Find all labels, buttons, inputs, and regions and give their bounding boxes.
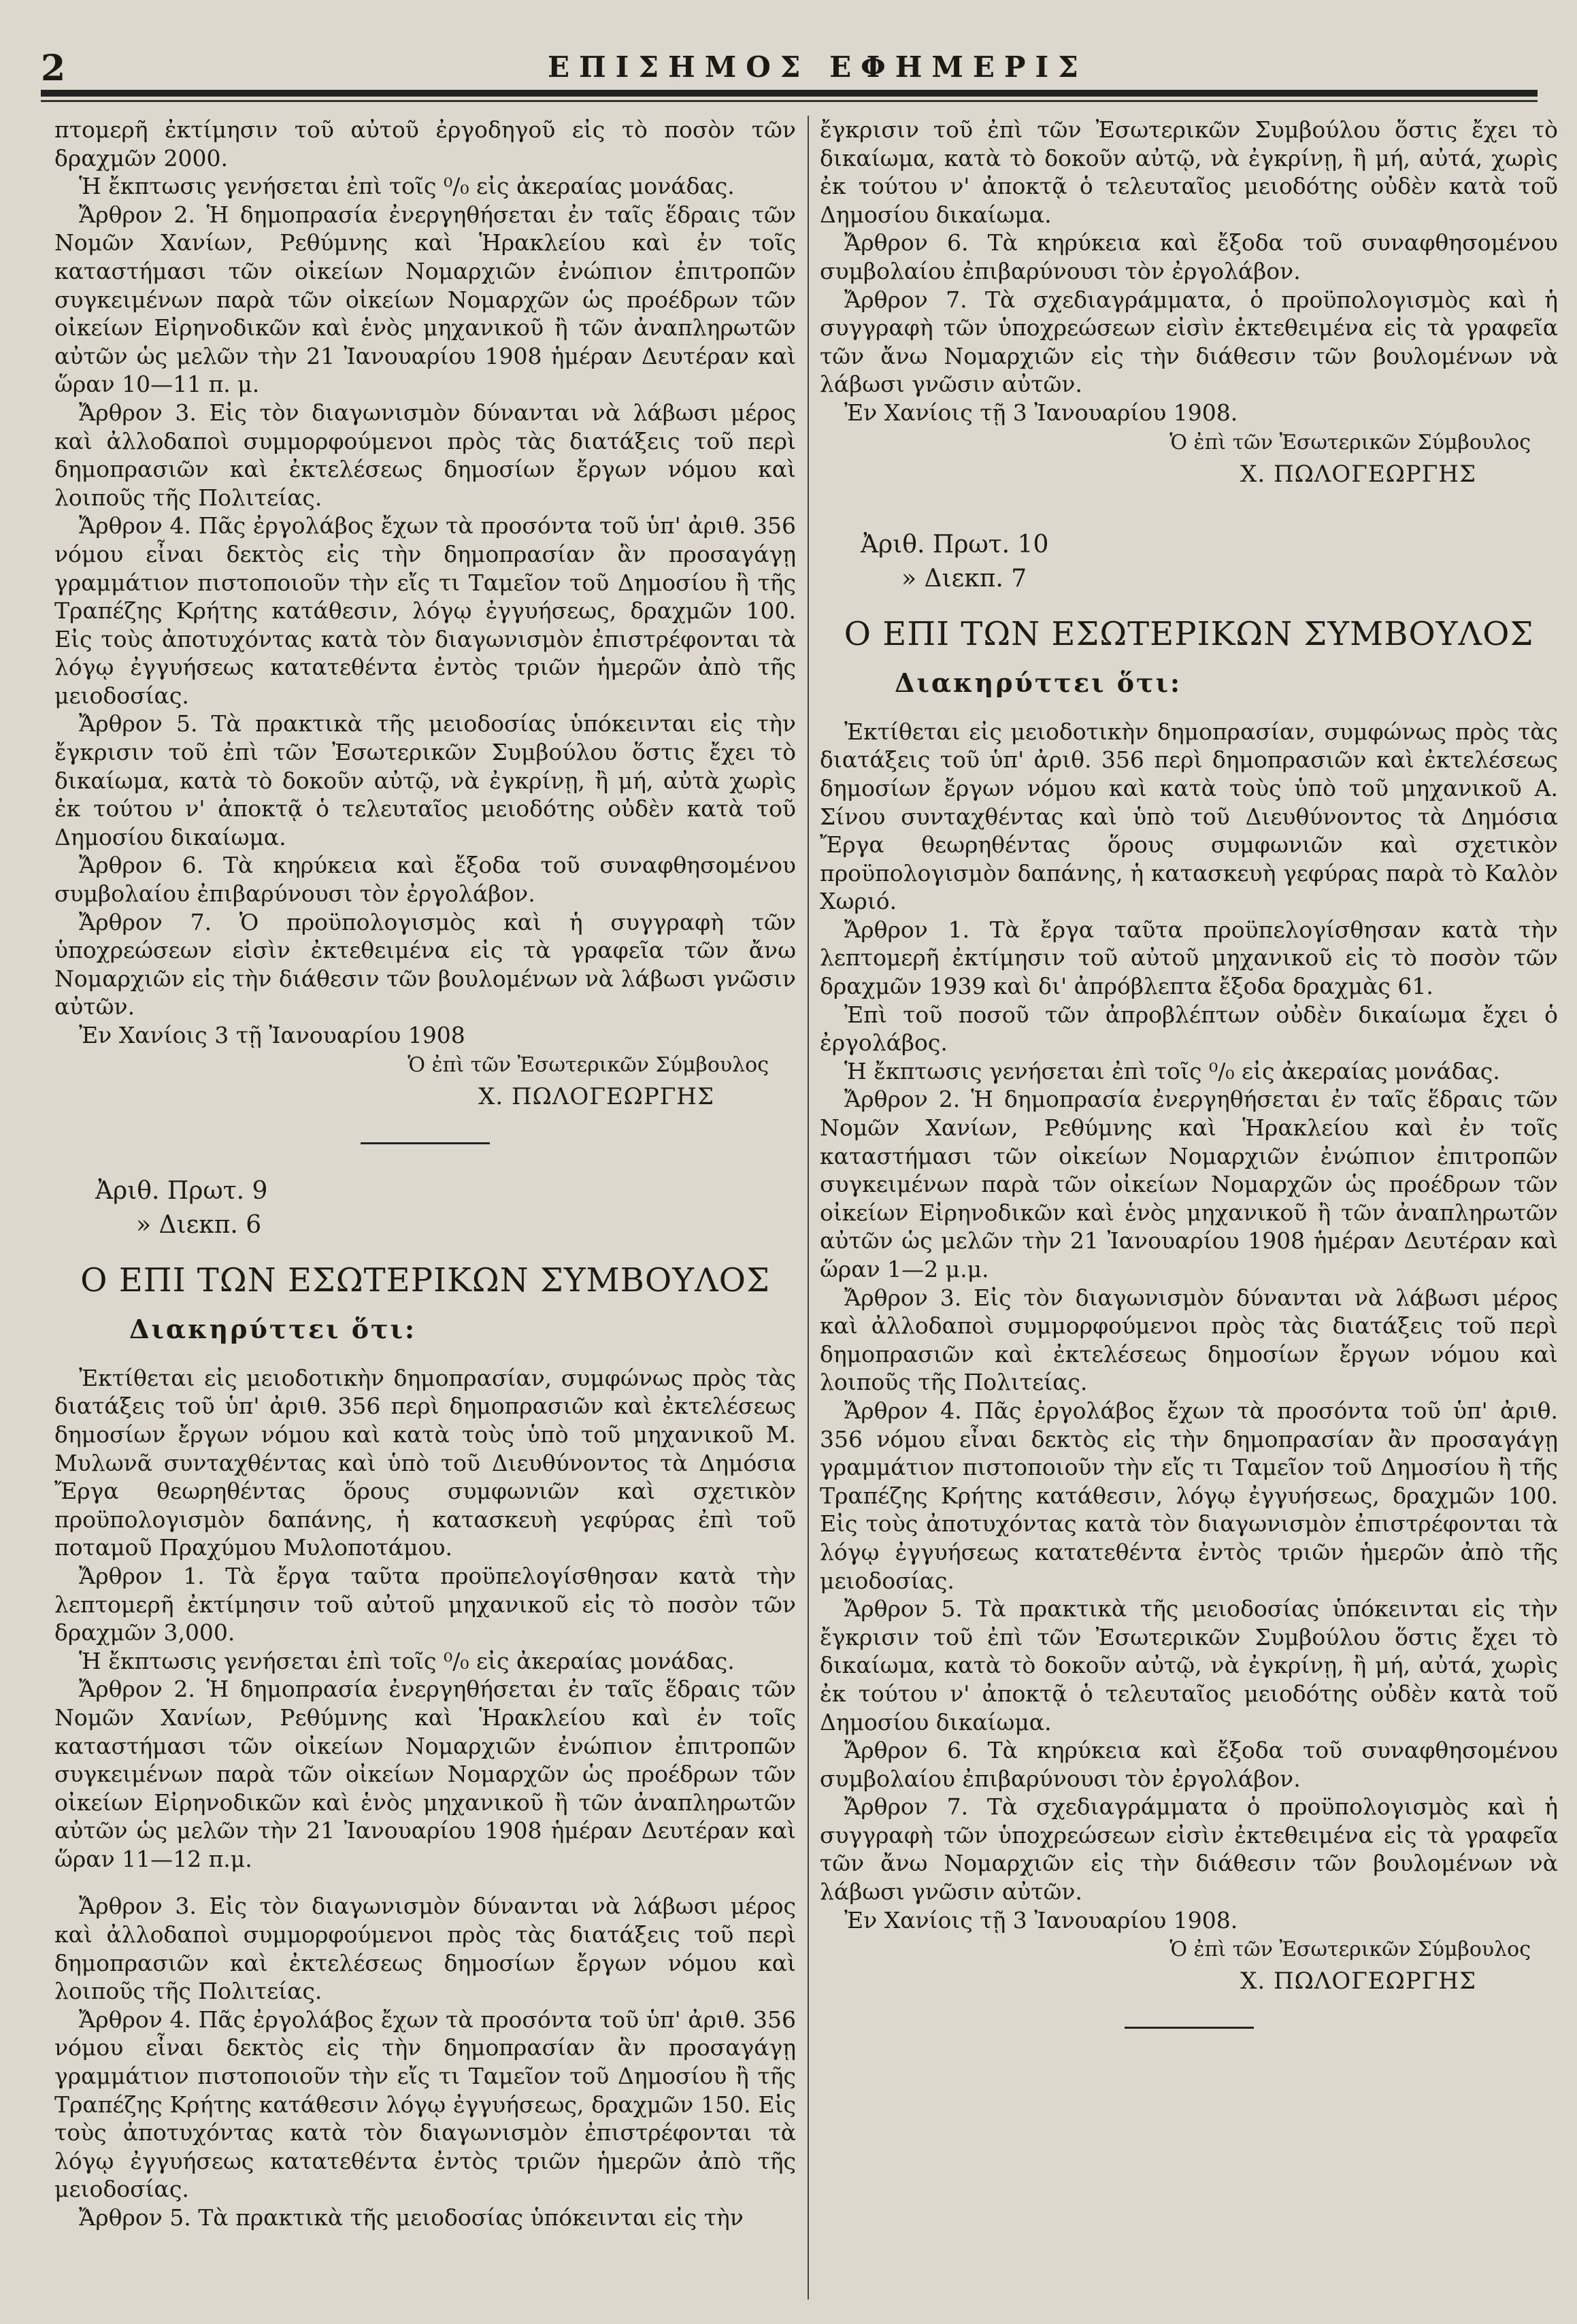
article-3: Ἄρθρον 3. Εἰς τὸν διαγωνισμὸν δύνανται νὰ λάβωσι μέρος καὶ ἀλλοδαποὶ συμμορφούμενοι πρὸς τὰς διατάξεις τοῦ περὶ δημοπρασιῶν καὶ ἐκτελέσεως δημοσίων ἔργων νόμου καὶ λοιποῦς τῆς Πολιτείας.: [54, 399, 796, 511]
section-divider: [1125, 2027, 1254, 2029]
signatory-name: Χ. ΠΩΛΟΓΕΩΡΓΗΣ: [1240, 1968, 1476, 1995]
article-2: Ἄρθρον 2. Ἡ δημοπρασία ἐνεργηθήσεται ἐν ταῖς ἕδραις τῶν Νομῶν Χανίων, Ρεθύμνης καὶ Ἡρακλείου καὶ ἐν τοῖς καταστήμασι τῶν οἰκείων Νομαρχιῶν ἐνώπιον ἐπιτροπῶν συγκειμένων παρὰ τῶν οἰκείων Νομαρχῶν ὡς προέδρων τῶν οἰκείων Εἰρηνοδικῶν καὶ ἑνὸς μηχανικοῦ ἢ τῶν ἀναπληρωτῶν αὐτῶν ὡς μελῶν τὴν 21 Ἰανουαρίου 1908 ἡμέραν Δευτέραν καὶ ὥραν 1—2 μ.μ.: [820, 1086, 1558, 1282]
signatory-title: Ὁ ἐπὶ τῶν Ἐσωτερικῶν Σύμβουλος: [1169, 430, 1531, 454]
date-line: Ἐν Χανίοις τῇ 3 Ἰανουαρίου 1908.: [844, 399, 1238, 426]
date-line: Ἐν Χανίοις τῇ 3 Ἰανουαρίου 1908.: [844, 1906, 1238, 1933]
notice-intro: Ἐκτίθεται εἰς μειοδοτικὴν δημοπρασίαν, συμφώνως πρὸς τὰς διατάξεις τοῦ ὑπ' ἀριθ. 356 περὶ δημοπρασιῶν καὶ ἐκτελέσεως δημοσίων ἔργων νόμου καὶ κατὰ τοὺς ὑπὸ τοῦ μηχανικοῦ Α. Σίνου συνταχθέντας καὶ ὑπὸ τοῦ Διευθύνοντος τὰ Δημόσια Ἔργα θεωρηθέντας ὅρους συμφωνιῶν καὶ σχετικὸν προϋπολογισμὸν δαπάνης, ἡ κατασκευὴ γεφύρας παρὰ τὸ Καλὸν Χωριό.: [820, 718, 1558, 915]
article-2: Ἄρθρον 2. Ἡ δημοπρασία ἐνεργηθήσεται ἐν ταῖς ἕδραις τῶν Νομῶν Χανίων, Ρεθύμνης καὶ Ἡρακλείου καὶ ἐν τοῖς καταστήμασι τῶν οἰκείων Νομαρχιῶν ἐνώπιον ἐπιτροπῶν συγκειμένων παρὰ τῶν οἰκείων Νομαρχῶν ὡς προέδρων τῶν οἰκείων Εἰρηνοδικῶν καὶ ἑνὸς μηχανικοῦ ἢ τῶν ἀναπληρωτῶν αὐτῶν ὡς μελῶν τὴν 21 Ἰανουαρίου 1908 ἡμέραν Δευτέραν καὶ ὥραν 10—11 π. μ.: [54, 201, 796, 398]
article-6: Ἄρθρον 6. Τὰ κηρύκεια καὶ ἔξοδα τοῦ συναφθησομένου συμβολαίου ἐπιβαρύνουσι τὸν ἐργολάβον.: [54, 852, 796, 908]
page-header: [41, 48, 1538, 95]
paragraph: πτομερῆ ἐκτίμησιν τοῦ αὐτοῦ ἐργοδηγοῦ εἰς τὸ ποσὸν τῶν δραχμῶν 2000.: [54, 116, 796, 171]
article-5: Ἄρθρον 5. Τὰ πρακτικὰ τῆς μειοδοσίας ὑπόκεινται εἰς τὴν ἔγκρισιν τοῦ ἐπὶ τῶν Ἐσωτερικῶν Συμβούλου ὅστις ἔχει τὸ δικαίωμα, κατὰ τὸ δοκοῦν αὐτῷ, νὰ ἐγκρίνῃ, ἢ μή, αὐτά, χωρὶς ἐκ τούτου ν' ἀποκτᾷ ὁ τελευταῖος μειοδότης οὐδὲν κατὰ τοῦ Δημοσίου δικαίωμα.: [820, 1595, 1558, 1736]
header-rule-thin: [41, 100, 1538, 102]
dispatch-number: » Διεκπ. 7: [901, 564, 1027, 593]
article-5: Ἄρθρον 5. Τὰ πρακτικὰ τῆς μειοδοσίας ὑπόκεινται εἰς τὴν: [79, 2204, 744, 2231]
protocol-number: Ἀριθ. Πρωτ. 10: [861, 530, 1049, 559]
article-7: Ἄρθρον 7. Ὁ προϋπολογισμὸς καὶ ἡ συγγραφὴ τῶν ὑποχρεώσεων εἰσὶν ἐκτεθειμένα εἰς τὰ γραφεῖα τῶν ἄνω Νομαρχιῶν εἰς τὴν διάθεσιν τῶν βουλομένων νὰ λάβωσι γνῶσιν αὐτῶν.: [54, 908, 796, 1020]
article-5: Ἄρθρον 5. Τὰ πρακτικὰ τῆς μειοδοσίας ὑπόκεινται εἰς τὴν ἔγκρισιν τοῦ ἐπὶ τῶν Ἐσωτερικῶν Συμβούλου ὅστις ἔχει τὸ δικαίωμα, κατὰ τὸ δοκοῦν αὐτῷ, νὰ ἐγκρίνῃ, ἢ μή, αὐτὰ χωρὶς ἐκ τούτου ν' ἀποκτᾷ ὁ τελευταῖος μειοδότης οὐδὲν κατὰ τοῦ Δημοσίου δικαίωμα.: [54, 710, 796, 850]
article-1: Ἄρθρον 1. Τὰ ἔργα ταῦτα προϋπελογίσθησαν κατὰ τὴν λεπτομερῆ ἐκτίμησιν τοῦ αὐτοῦ μηχανικοῦ εἰς τὸ ποσὸν τῶν δραχμῶν 1939 καὶ δι' ἀπρόβλεπτα ἔξοδα δραχμὰς 61.: [820, 916, 1558, 1000]
header-rule-thick: [41, 90, 1538, 97]
article-4: Ἄρθρον 4. Πᾶς ἐργολάβος ἔχων τὰ προσόντα τοῦ ὑπ' ἀριθ. 356 νόμου εἶναι δεκτὸς εἰς τὴν δημοπρασίαν ἂν προσαγάγῃ γραμμάτιον πιστοποιοῦν τὴν εἴς τι Ταμεῖον τοῦ Δημοσίου ἢ τῆς Τραπέζης Κρήτης κατάθεσιν, λόγῳ ἐγγυήσεως, δραχμῶν 100. Εἰς τοὺς ἀποτυχόντας κατὰ τὸν διαγωνισμὸν ἐπιστρέφονται τὰ λόγῳ ἐγγυήσεως κατατεθέντα ἐντὸς τριῶν ἡμερῶν ἀπὸ τῆς μειοδοσίας.: [820, 1397, 1558, 1594]
article-3: Ἄρθρον 3. Εἰς τὸν διαγωνισμὸν δύνανται νὰ λάβωσι μέρος καὶ ἀλλοδαποὶ συμμορφούμενοι πρὸς τὰς διατάξεις τοῦ περὶ δημοπρασιῶν καὶ ἐκτελέσεως δημοσίων ἔργων νόμου καὶ λοιποῦς τῆς Πολιτείας.: [820, 1284, 1558, 1396]
notice-subheading: Διακηρύττει ὅτι:: [129, 1314, 417, 1345]
column-divider: [808, 116, 809, 2300]
paragraph: Ἡ ἔκπτωσις γενήσεται ἐπὶ τοῖς ⁰/₀ εἰς ἀκεραίας μονάδας.: [79, 1647, 735, 1674]
article-4: Ἄρθρον 4. Πᾶς ἐργολάβος ἔχων τὰ προσόντα τοῦ ὑπ' ἀριθ. 356 νόμου εἶναι δεκτὸς εἰς τὴν δημοπρασίαν ἂν προσαγάγῃ γραμμάτιον πιστοποιοῦν τὴν εἴς τι Ταμεῖον τοῦ Δημοσίου ἢ τῆς Τραπέζης Κρήτης κατάθεσιν λόγῳ ἐγγυήσεως, δραχμῶν 150. Εἰς τοὺς ἀποτυχόντας κατὰ τὸν διαγωνισμὸν ἐπιστρέφονται τὰ λόγῳ ἐγγυήσεως κατατεθέντα ἐντὸς τριῶν ἡμερῶν ἀπὸ τῆς μειοδοσίας.: [54, 2006, 796, 2203]
page-number: 2: [41, 48, 66, 89]
article-3: Ἄρθρον 3. Εἰς τὸν διαγωνισμὸν δύνανται νὰ λάβωσι μέρος καὶ ἀλλοδαποὶ συμμορφούμενοι πρὸς τὰς διατάξεις τοῦ περὶ δημοπρασιῶν καὶ ἐκτελέσεως δημοσίων ἔργων νόμου καὶ λοιποῦς τῆς Πολιτείας.: [54, 1893, 796, 2005]
protocol-number: Ἀριθ. Πρωτ. 9: [95, 1176, 268, 1205]
notice-intro: Ἐκτίθεται εἰς μειοδοτικὴν δημοπρασίαν, συμφώνως πρὸς τὰς διατάξεις τοῦ ὑπ' ἀριθ. 356 περὶ δημοπρασιῶν καὶ ἐκτελέσεως δημοσίων ἔργων νόμου καὶ κατὰ τοὺς ὑπὸ τοῦ μηχανικοῦ Μ. Μυλωνᾶ συνταχθέντας καὶ ὑπὸ τοῦ Διευθύνοντος τὰ Δημόσια Ἔργα θεωρηθέντας ὅρους συμφωνιῶν καὶ σχετικὸν προϋπολογισμὸν δαπάνης, ἡ κατασκευὴ γεφύρας ἐπὶ τοῦ ποταμοῦ Πραχύμου Μυλοποτάμου.: [54, 1364, 796, 1561]
signatory-title: Ὁ ἐπὶ τῶν Ἐσωτερικῶν Σύμβουλος: [1169, 1938, 1531, 1962]
article-2: Ἄρθρον 2. Ἡ δημοπρασία ἐνεργηθήσεται ἐν ταῖς ἕδραις τῶν Νομῶν Χανίων, Ρεθύμνης καὶ Ἡρακλείου καὶ ἐν τοῖς καταστήμασι τῶν οἰκείων Νομαρχιῶν ἐνώπιον ἐπιτροπῶν συγκειμένων παρὰ τῶν οἰκείων Νομαρχῶν ὡς προέδρων τῶν οἰκείων Εἰρηνοδικῶν καὶ ἑνὸς μηχανικοῦ ἢ τῶν ἀναπληρωτῶν αὐτῶν ὡς μελῶν τὴν 21 Ἰανουαρίου 1908 ἡμέραν Δευτέραν καὶ ὥραν 11—12 π.μ.: [54, 1676, 796, 1872]
paragraph: Ἡ ἔκπτωσις γενήσεται ἐπὶ τοῖς ⁰/₀ εἰς ἀκεραίας μονάδας.: [79, 173, 735, 200]
section-divider: [361, 1142, 490, 1144]
paragraph: Ἡ ἔκπτωσις γενήσεται ἐπὶ τοῖς ⁰/₀ εἰς ἀκεραίας μονάδας.: [844, 1057, 1500, 1084]
paragraph: Ἐπὶ τοῦ ποσοῦ τῶν ἀπροβλέπτων οὐδὲν δικαίωμα ἔχει ὁ ἐργολάβος.: [820, 1001, 1558, 1057]
date-line: Ἐν Χανίοις 3 τῇ Ἰανουαρίου 1908: [79, 1022, 465, 1048]
signatory-name: Χ. ΠΩΛΟΓΕΩΡΓΗΣ: [1240, 460, 1476, 488]
notice-heading: Ο ΕΠΙ ΤΩΝ ΕΣΩΤΕΡΙΚΩΝ ΣΥΜΒΟΥΛΟΣ: [80, 1261, 770, 1299]
notice-subheading: Διακηρύττει ὅτι:: [895, 667, 1182, 699]
article-6: Ἄρθρον 6. Τὰ κηρύκεια καὶ ἔξοδα τοῦ συναφθησομένου συμβολαίου ἐπιβαρύνουσι τὸν ἐργολάβον.: [820, 229, 1558, 284]
article-4: Ἄρθρον 4. Πᾶς ἐργολάβος ἔχων τὰ προσόντα τοῦ ὑπ' ἀριθ. 356 νόμου εἶναι δεκτὸς εἰς τὴν δημοπρασίαν ἂν προσαγάγῃ γραμμάτιον πιστοποιοῦν τὴν εἴς τι Ταμεῖον τοῦ Δημοσίου ἢ τῆς Τραπέζης Κρήτης κατάθεσιν, λόγῳ ἐγγυήσεως, δραχμῶν 100. Εἰς τοὺς ἀποτυχόντας κατὰ τὸν διαγωνισμὸν ἐπιστρέφονται τὰ λόγῳ ἐγγυήσεως κατατεθέντα ἐντὸς τριῶν ἡμερῶν ἀπὸ τῆς μειοδοσίας.: [54, 512, 796, 709]
article-7: Ἄρθρον 7. Τὰ σχεδιαγράμματα, ὁ προϋπολογισμὸς καὶ ἡ συγγραφὴ τῶν ὑποχρεώσεων εἰσὶν ἐκτεθειμένα εἰς τὰ γραφεῖα τῶν ἄνω Νομαρχιῶν εἰς τὴν διάθεσιν τῶν βουλομένων νὰ λάβωσι γνῶσιν αὐτῶν.: [820, 286, 1558, 398]
paragraph: ἔγκρισιν τοῦ ἐπὶ τῶν Ἐσωτερικῶν Συμβούλου ὅστις ἔχει τὸ δικαίωμα, κατὰ τὸ δοκοῦν αὐτῷ, νὰ ἐγκρίνῃ, ἢ μή, αὐτά, χωρὶς ἐκ τούτου ν' ἀποκτᾷ ὁ τελευταῖος μειοδότης οὐδὲν κατὰ τοῦ Δημοσίου δικαίωμα.: [820, 116, 1558, 228]
right-column: [820, 116, 1558, 2059]
masthead-title: ΕΠΙΣΗΜΟΣ ΕΦΗΜΕΡΙΣ: [548, 50, 1088, 84]
signatory-title: Ὁ ἐπὶ τῶν Ἐσωτερικῶν Σύμβουλος: [408, 1052, 769, 1077]
article-1: Ἄρθρον 1. Τὰ ἔργα ταῦτα προϋπελογίσθησαν κατὰ τὴν λεπτομερῆ ἐκτίμησιν τοῦ αὐτοῦ μηχανικοῦ εἰς τὸ ποσὸν τῶν δραχμῶν 3,000.: [54, 1562, 796, 1646]
article-6: Ἄρθρον 6. Τὰ κηρύκεια καὶ ἔξοδα τοῦ συναφθησομένου συμβολαίου ἐπιβαρύνουσι τὸν ἐργολάβον.: [820, 1737, 1558, 1792]
signatory-name: Χ. ΠΩΛΟΓΕΩΡΓΗΣ: [478, 1082, 714, 1110]
left-column: [54, 116, 796, 2232]
dispatch-number: » Διεκπ. 6: [136, 1210, 262, 1239]
notice-heading: Ο ΕΠΙ ΤΩΝ ΕΣΩΤΕΡΙΚΩΝ ΣΥΜΒΟΥΛΟΣ: [844, 614, 1534, 653]
article-7: Ἄρθρον 7. Τὰ σχεδιαγράμματα ὁ προϋπολογισμὸς καὶ ἡ συγγραφὴ τῶν ὑποχρεώσεων εἰσὶν ἐκτεθειμένα εἰς τὰ γραφεῖα τῶν ἄνω Νομαρχιῶν εἰς τὴν διάθεσιν τῶν βουλομένων νὰ λάβωσι γνῶσιν αὐτῶν.: [820, 1793, 1558, 1906]
